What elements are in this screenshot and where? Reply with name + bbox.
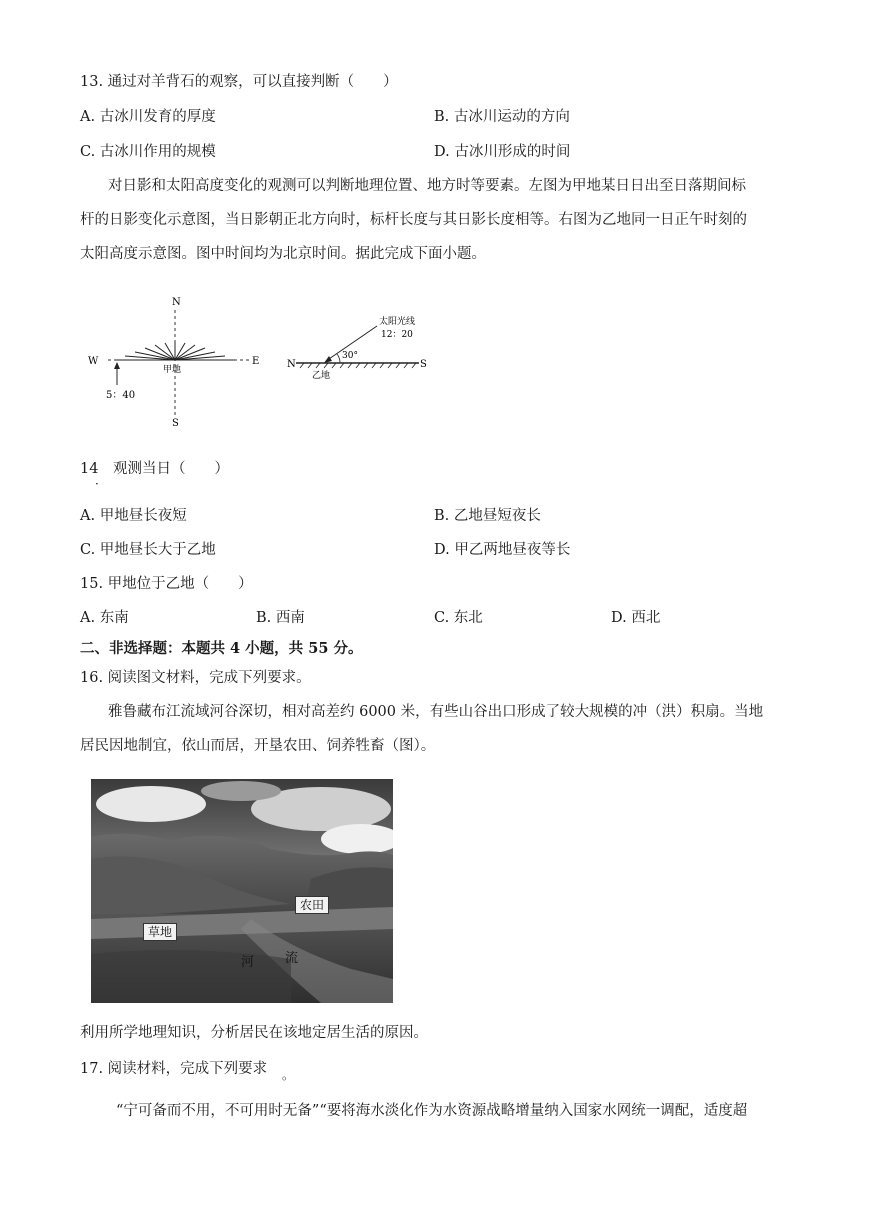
photo-label-river-2: 流	[285, 951, 299, 966]
q13-option-d: D. 古冰川形成的时间	[434, 144, 571, 160]
shadow-east-label: E	[252, 356, 260, 367]
photo-label-grassland: 草地	[143, 923, 177, 941]
q14-option-a: A. 甲地昼长夜短	[80, 508, 187, 524]
photo-label-river-1: 河	[241, 955, 255, 970]
q14-option-d: D. 甲乙两地昼夜等长	[434, 542, 571, 558]
q17-passage: “宁可备而不用，不可用时无备”“要将海水淡化作为水资源战略增量纳入国家水网统一调配，适度超	[116, 1103, 748, 1119]
passage1-line3: 太阳高度示意图。图中时间均为北京时间。据此完成下面小题。	[80, 246, 486, 262]
shadow-diagram	[80, 290, 280, 435]
passage1-line2: 杆的日影变化示意图，当日影朝正北方向时，标杆长度与其日影长度相等。右图为乙地同一日正午时刻的	[80, 212, 747, 228]
q15-option-a: A. 东南	[80, 610, 129, 626]
q15-stem: 15. 甲地位于乙地（ ）	[80, 576, 253, 592]
q14-stem: 14 观测当日（ ）	[80, 461, 229, 477]
stray-period: 。	[282, 1068, 295, 1082]
passage1-line1: 对日影和太阳高度变化的观测可以判断地理位置、地方时等要素。左图为甲地某日日出至日落期间标	[108, 178, 746, 194]
sun-south-label: S	[420, 359, 427, 370]
q16-passage-line2: 居民因地制宜，依山而居，开垦农田、饲养牲畜（图）。	[80, 738, 436, 754]
q13-stem: 13. 通过对羊背石的观察，可以直接判断（ ）	[80, 74, 398, 90]
q15-option-d: D. 西北	[611, 610, 661, 626]
valley-photo	[91, 779, 393, 1003]
sun-ray-label: 太阳光线	[379, 317, 416, 327]
q13-option-b: B. 古冰川运动的方向	[434, 109, 570, 125]
section2-heading: 二、非选择题：本题共 4 小题，共 55 分。	[80, 640, 363, 657]
q17-stem: 17. 阅读材料，完成下列要求	[80, 1061, 268, 1077]
shadow-south-label: S	[172, 418, 179, 429]
q16-stem: 16. 阅读图文材料，完成下列要求。	[80, 670, 311, 686]
q13-option-c: C. 古冰川作用的规模	[80, 144, 216, 160]
q16-passage-line1: 雅鲁藏布江流域河谷深切，相对高差约 6000 米，有些山谷出口形成了较大规模的冲（洪）积扇。当地	[108, 704, 764, 720]
stray-dot: ·	[95, 477, 99, 491]
sun-angle-label: 30°	[342, 351, 358, 361]
sun-altitude-diagram	[282, 308, 432, 383]
q13-option-a: A. 古冰川发育的厚度	[80, 109, 216, 125]
photo-label-farmland: 农田	[295, 896, 329, 914]
shadow-time-label: 5：40	[106, 390, 136, 401]
shadow-north-label: N	[172, 297, 181, 308]
q16-question: 利用所学地理知识，分析居民在该地定居生活的原因。	[80, 1025, 428, 1041]
q15-option-c: C. 东北	[434, 610, 483, 626]
q14-option-b: B. 乙地昼短夜长	[434, 508, 541, 524]
sun-north-label: N	[287, 359, 296, 370]
q15-option-b: B. 西南	[256, 610, 305, 626]
shadow-place-label: 甲地	[163, 365, 182, 375]
q14-option-c: C. 甲地昼长大于乙地	[80, 542, 216, 558]
sun-place-label: 乙地	[312, 371, 331, 381]
sun-time-label: 12：20	[381, 330, 413, 340]
shadow-west-label: W	[88, 356, 99, 367]
